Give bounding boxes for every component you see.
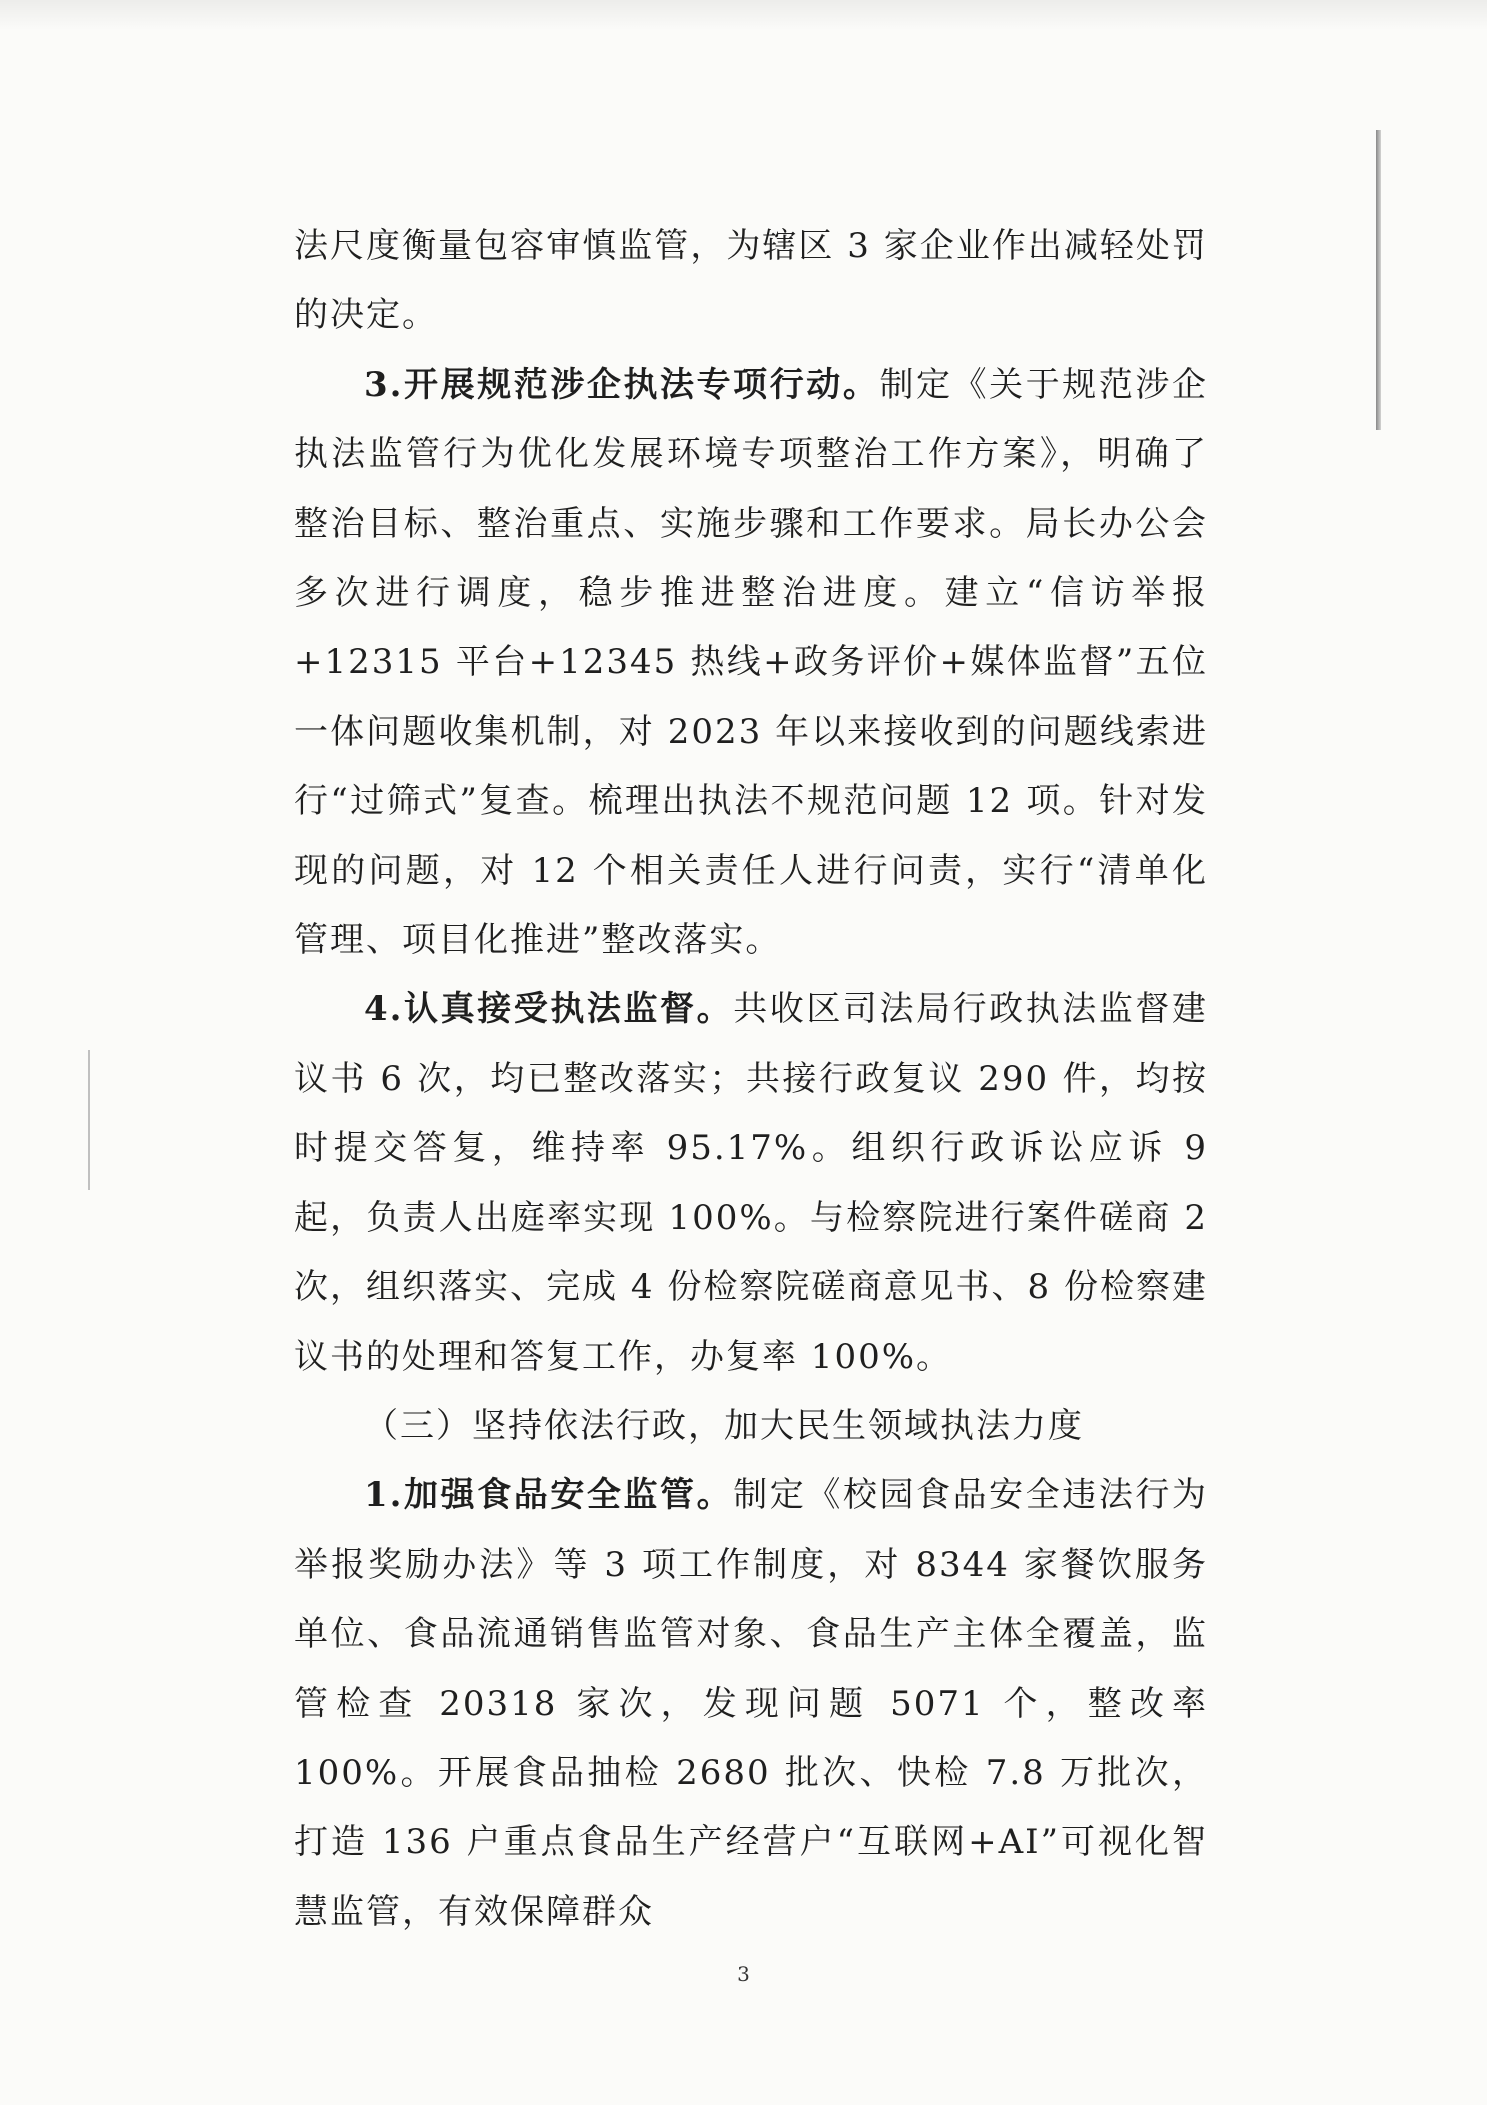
page-number: 3 — [737, 1962, 750, 1986]
section-heading — [294, 1392, 1208, 1461]
paragraph-lead: 3.开展规范涉企执法专项行动。 — [364, 364, 880, 405]
paragraph-lead: 4.认真接受执法监督。 — [364, 989, 734, 1030]
scan-shadow — [0, 0, 1487, 30]
section-heading-text: （三）坚持依法行政，加大民生领域执法力度 — [364, 1405, 1084, 1446]
scan-edge-mark — [1376, 130, 1381, 430]
paragraph-text: 共收区司法局行政执法监督建议书 6 次，均已整改落实；共接行政复议 290 件，均按时提交答复，维持率 95.17%。组织行政诉讼应诉 9 起，负责人出庭率实现 100%。与检察院进行案件磋商 2 次，组织落实、完成 4 份检察院磋商意见书、8 份检察建议书的处理和答复工作，办复率 100%。 — [294, 989, 1209, 1377]
scan-edge-mark — [88, 1050, 90, 1190]
paragraph-lead: 1.加强食品安全监管。 — [364, 1475, 734, 1516]
paragraph — [294, 975, 1208, 1391]
paragraph-text: 法尺度衡量包容审慎监管，为辖区 3 家企业作出减轻处罚的决定。 — [294, 226, 1208, 336]
paragraph — [294, 351, 1208, 976]
document-body — [294, 212, 1208, 1947]
paragraph — [294, 1461, 1208, 1947]
paragraph-text: 制定《校园食品安全违法行为举报奖励办法》等 3 项工作制度，对 8344 家餐饮服务单位、食品流通销售监管对象、食品生产主体全覆盖，监管检查 20318 家次，发现问题 5071 个，整改率 100%。开展食品抽检 2680 批次、快检 7.8 万批次，打造 136 户重点食品生产经营户“互联网+AI”可视化智慧监管，有效保障群众 — [294, 1475, 1209, 1932]
paragraph-continued — [294, 212, 1208, 351]
paragraph-text: 制定《关于规范涉企执法监管行为优化发展环境专项整治工作方案》，明确了整治目标、整治重点、实施步骤和工作要求。局长办公会多次进行调度，稳步推进整治进度。建立“信访举报+12315 平台+12345 热线+政务评价+媒体监督”五位一体问题收集机制，对 2023 年以来接收到的问题线索进行“过筛式”复查。梳理出执法不规范问题 12 项。针对发现的问题，对 12 个相关责任人进行问责，实行“清单化管理、项目化推进”整改落实。 — [294, 364, 1208, 961]
